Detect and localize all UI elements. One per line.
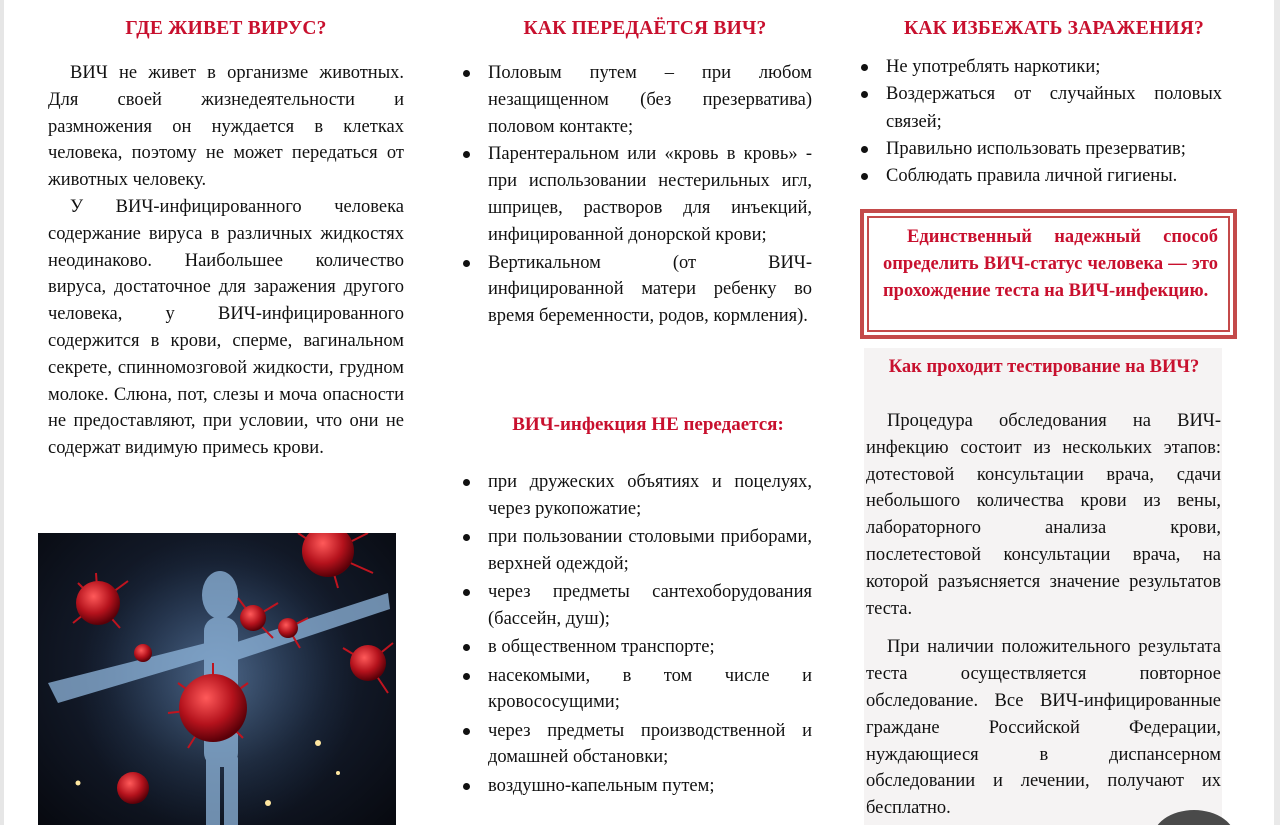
list-item: Парентеральном или «кровь в кровь» - при использовании нестерильных игл, шприцев, растворов для инъекций, инфицированной донорской крови; <box>460 141 812 248</box>
list-item: Не употреблять наркотики; <box>858 54 1222 81</box>
list-item: при дружеских объятиях и поцелуях, через рукопожатие; <box>460 469 812 523</box>
list-item: насекомыми, в том числе и кровососущими; <box>460 663 812 717</box>
testing-callout-text: Единственный надежный способ определить ВИЧ-статус человека — это прохождение теста на ВИЧ-инфекцию. <box>883 227 1218 301</box>
testing-callout-inner <box>867 216 1230 332</box>
transmission-list <box>460 60 812 331</box>
avoid-list <box>858 54 1222 190</box>
testing-callout-box <box>860 209 1237 339</box>
paragraph: При наличии положительного результата теста осуществляется повторное обследование. Все ВИЧ-инфицированные граждане Российской Федерации, нуждающиеся в диспансерном обследовании и лечении, получают их бесплатно. <box>866 637 1221 819</box>
list-item: в общественном транспорте; <box>460 634 812 661</box>
paragraph: Процедура обследования на ВИЧ-инфекцию состоит из нескольких этапов: дотестовой консультации врача, сдачи небольшого количества крови из вены, лабораторного анализа крови, послетестовой консультации врача, на которой разъясняется значение результатов теста. <box>866 411 1221 619</box>
list-item: через предметы производственной и домашней обстановки; <box>460 718 812 772</box>
list-item: Вертикальном (от ВИЧ-инфицированной матери ребенку во время беременности, родов, кормления). <box>460 250 812 330</box>
list-item: Правильно использовать презерватив; <box>858 136 1222 163</box>
paragraph: У ВИЧ-инфицированного человека содержание вируса в различных жидкостях неодинаково. Наибольшее количество вируса, достаточное для заражения другого человека, у ВИЧ-инфицированного содержится в крови, сперме, вагинальном секрете, спинномозговой жидкости, грудном молоке. Слюна, пот, слезы и моча опасности не предоставляют, при условии, что они не содержат видимую примесь крови. <box>48 196 404 459</box>
list-item: воздушно-капельным путем; <box>460 773 812 800</box>
paragraph: ВИЧ не живет в организме животных. Для своей жизнедеятельности и размножения он нуждается в клетках человека, поэтому не может передаться от животных человеку. <box>48 63 404 191</box>
list-item: Воздержаться от случайных половых связей; <box>858 81 1222 136</box>
heading-how-to-avoid: КАК ИЗБЕЖАТЬ ЗАРАЖЕНИЯ? <box>904 18 1204 39</box>
heading-where-virus-lives: ГДЕ ЖИВЕТ ВИРУС? <box>125 18 327 39</box>
list-item: через предметы сантехоборудования (бассейн, душ); <box>460 579 812 633</box>
list-item: Соблюдать правила личной гигиены. <box>858 163 1222 190</box>
heading-how-testing-works: Как проходит тестирование на ВИЧ? <box>888 357 1200 377</box>
testing-info-text <box>866 408 1221 822</box>
virus-illustration-image <box>38 533 396 825</box>
heading-how-hiv-transmitted: КАК ПЕРЕДАЁТСЯ ВИЧ? <box>523 18 767 39</box>
where-virus-lives-text <box>48 60 404 462</box>
heading-not-transmitted: ВИЧ-инфекция НЕ передается: <box>512 414 784 435</box>
not-transmitted-list <box>460 469 812 801</box>
list-item: Половым путем – при любом незащищенном (без презерватива) половом контакте; <box>460 60 812 140</box>
page-edge-right <box>1274 0 1280 825</box>
list-item: при пользовании столовыми приборами, верхней одеждой; <box>460 524 812 578</box>
page-edge-left <box>0 0 4 825</box>
